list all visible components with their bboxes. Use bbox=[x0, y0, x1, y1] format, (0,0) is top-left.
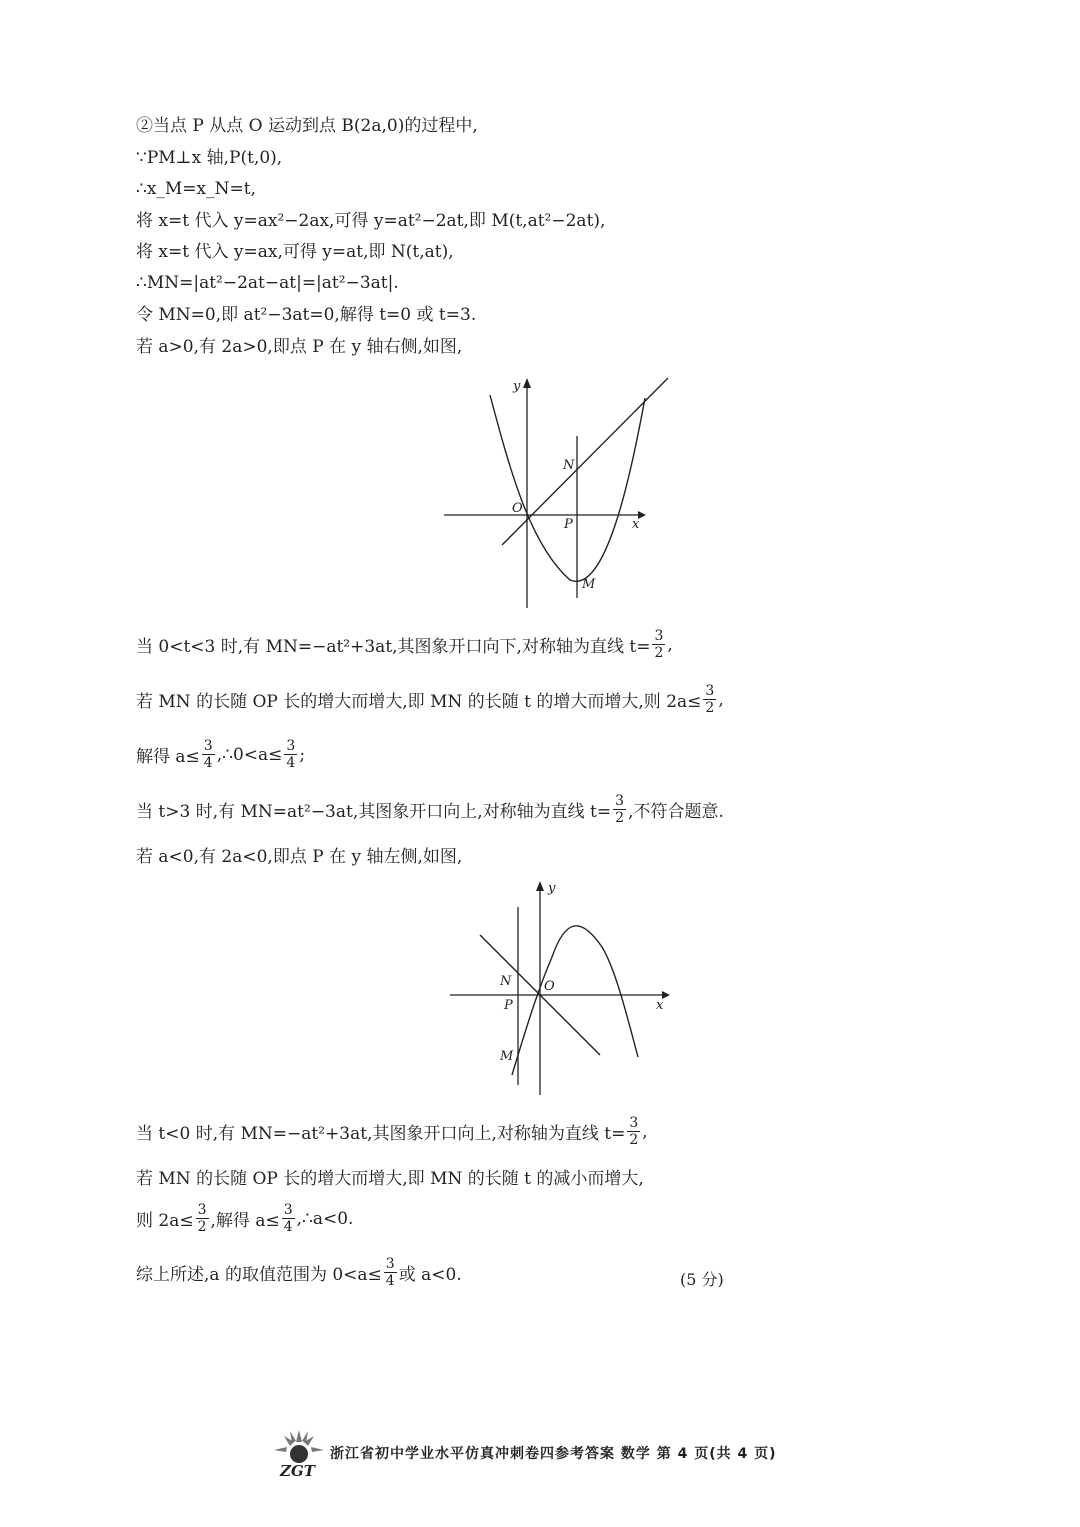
label-y: y bbox=[548, 881, 556, 896]
fraction bbox=[613, 793, 626, 826]
label-n: N bbox=[563, 458, 575, 473]
fraction bbox=[384, 1256, 397, 1289]
fraction bbox=[282, 1202, 295, 1235]
formula-line-1 bbox=[136, 628, 673, 661]
fraction-denominator: 4 bbox=[286, 755, 296, 771]
formula-text: 当 0<t<3 时,有 MN=−at²+3at,其图象开口向下,对称轴为直线 t= bbox=[136, 637, 651, 657]
fraction-numerator: 3 bbox=[203, 738, 213, 754]
label-m: M bbox=[582, 577, 596, 592]
label-p: P bbox=[504, 998, 513, 1013]
label-o: O bbox=[512, 501, 523, 516]
text-line-7: 令 MN=0,即 at²−3at=0,解得 t=0 或 t=3. bbox=[136, 305, 477, 325]
label-x: x bbox=[632, 517, 640, 532]
label-m: M bbox=[500, 1049, 514, 1064]
parabola-curve bbox=[512, 926, 638, 1075]
label-n: N bbox=[500, 974, 512, 989]
text-line-5: 将 x=t 代入 y=ax,可得 y=at,即 N(t,at), bbox=[136, 242, 454, 262]
label-x: x bbox=[656, 998, 664, 1013]
figure-parabola-a-negative bbox=[440, 875, 680, 1100]
text-line-4: 将 x=t 代入 y=ax²−2ax,可得 y=at²−2at,即 M(t,at²−2at), bbox=[136, 211, 606, 231]
formula-line-4 bbox=[136, 793, 724, 826]
formula-text: 若 MN 的长随 OP 长的增大而增大,即 MN 的长随 t 的增大而增大,则 2a≤ bbox=[136, 692, 702, 712]
fraction-numerator: 3 bbox=[654, 628, 664, 644]
formula-text: ; bbox=[299, 744, 306, 765]
fraction-denominator: 4 bbox=[203, 755, 213, 771]
fraction bbox=[703, 683, 716, 716]
fraction-denominator: 2 bbox=[615, 810, 625, 826]
text-line-9: 若 a<0,有 2a<0,即点 P 在 y 轴左侧,如图, bbox=[136, 847, 463, 867]
text-line-3: ∴x_M=x_N=t, bbox=[136, 179, 256, 199]
formula-line-5 bbox=[136, 1115, 648, 1148]
formula-text: 当 t<0 时,有 MN=−at²+3at,其图象开口向上,对称轴为直线 t= bbox=[136, 1124, 626, 1144]
formula-text: 当 t>3 时,有 MN=at²−3at,其图象开口向上,对称轴为直线 t= bbox=[136, 802, 612, 822]
text-line-1: ②当点 P 从点 O 运动到点 B(2a,0)的过程中, bbox=[136, 116, 478, 136]
y-axis-arrow bbox=[536, 881, 544, 891]
publisher-logo bbox=[268, 1428, 330, 1480]
logo-circle bbox=[290, 1445, 308, 1463]
parabola-curve bbox=[490, 395, 645, 581]
fraction-denominator: 2 bbox=[629, 1132, 639, 1148]
fraction-denominator: 2 bbox=[197, 1219, 207, 1235]
formula-text: 则 2a≤ bbox=[136, 1211, 194, 1231]
figure-parabola-a-positive bbox=[430, 370, 680, 615]
fraction bbox=[202, 738, 215, 771]
formula-text: , bbox=[642, 1121, 648, 1142]
formula-text: 解得 a≤ bbox=[136, 747, 200, 767]
fraction-denominator: 2 bbox=[705, 700, 715, 716]
fraction-numerator: 3 bbox=[629, 1115, 639, 1131]
fraction-numerator: 3 bbox=[197, 1202, 207, 1218]
fraction-numerator: 3 bbox=[705, 683, 715, 699]
text-line-10: 若 MN 的长随 OP 长的增大而增大,即 MN 的长随 t 的减小而增大, bbox=[136, 1169, 644, 1189]
fraction-numerator: 3 bbox=[283, 1202, 293, 1218]
formula-line-2 bbox=[136, 683, 724, 716]
page-footer: 浙江省初中学业水平仿真冲刺卷四参考答案 数学 第 4 页(共 4 页) bbox=[330, 1446, 777, 1462]
formula-line-6 bbox=[136, 1202, 353, 1235]
formula-text: , bbox=[718, 689, 724, 710]
label-o: O bbox=[544, 979, 555, 994]
label-y: y bbox=[513, 379, 521, 394]
fraction-numerator: 3 bbox=[615, 793, 625, 809]
formula-text: ,不符合题意. bbox=[628, 802, 724, 822]
label-p: P bbox=[564, 517, 573, 532]
fraction-numerator: 3 bbox=[286, 738, 296, 754]
text-line-8: 若 a>0,有 2a>0,即点 P 在 y 轴右侧,如图, bbox=[136, 337, 463, 357]
fraction-denominator: 4 bbox=[283, 1219, 293, 1235]
fraction bbox=[627, 1115, 640, 1148]
fraction bbox=[196, 1202, 209, 1235]
score-note: (5 分) bbox=[680, 1270, 724, 1289]
text-line-6: ∴MN=|at²−2at−at|=|at²−3at|. bbox=[136, 273, 399, 293]
fraction-denominator: 2 bbox=[654, 645, 664, 661]
formula-text: ,∴0<a≤ bbox=[216, 744, 283, 765]
fraction-numerator: 3 bbox=[385, 1256, 395, 1272]
formula-text: 综上所述,a 的取值范围为 0<a≤ bbox=[136, 1265, 382, 1285]
text-line-2: ∵PM⊥x 轴,P(t,0), bbox=[136, 148, 283, 168]
fraction bbox=[284, 738, 297, 771]
formula-text: , bbox=[667, 634, 673, 655]
formula-text: 或 a<0. bbox=[398, 1265, 462, 1285]
formula-text: ,∴a<0. bbox=[296, 1208, 354, 1229]
fraction-denominator: 4 bbox=[385, 1273, 395, 1289]
formula-line-7 bbox=[136, 1256, 462, 1289]
logo-letters: ZGT bbox=[280, 1462, 315, 1480]
formula-line-3 bbox=[136, 738, 305, 771]
y-axis-arrow bbox=[523, 378, 531, 388]
fraction bbox=[652, 628, 665, 661]
formula-text: ,解得 a≤ bbox=[210, 1211, 280, 1231]
